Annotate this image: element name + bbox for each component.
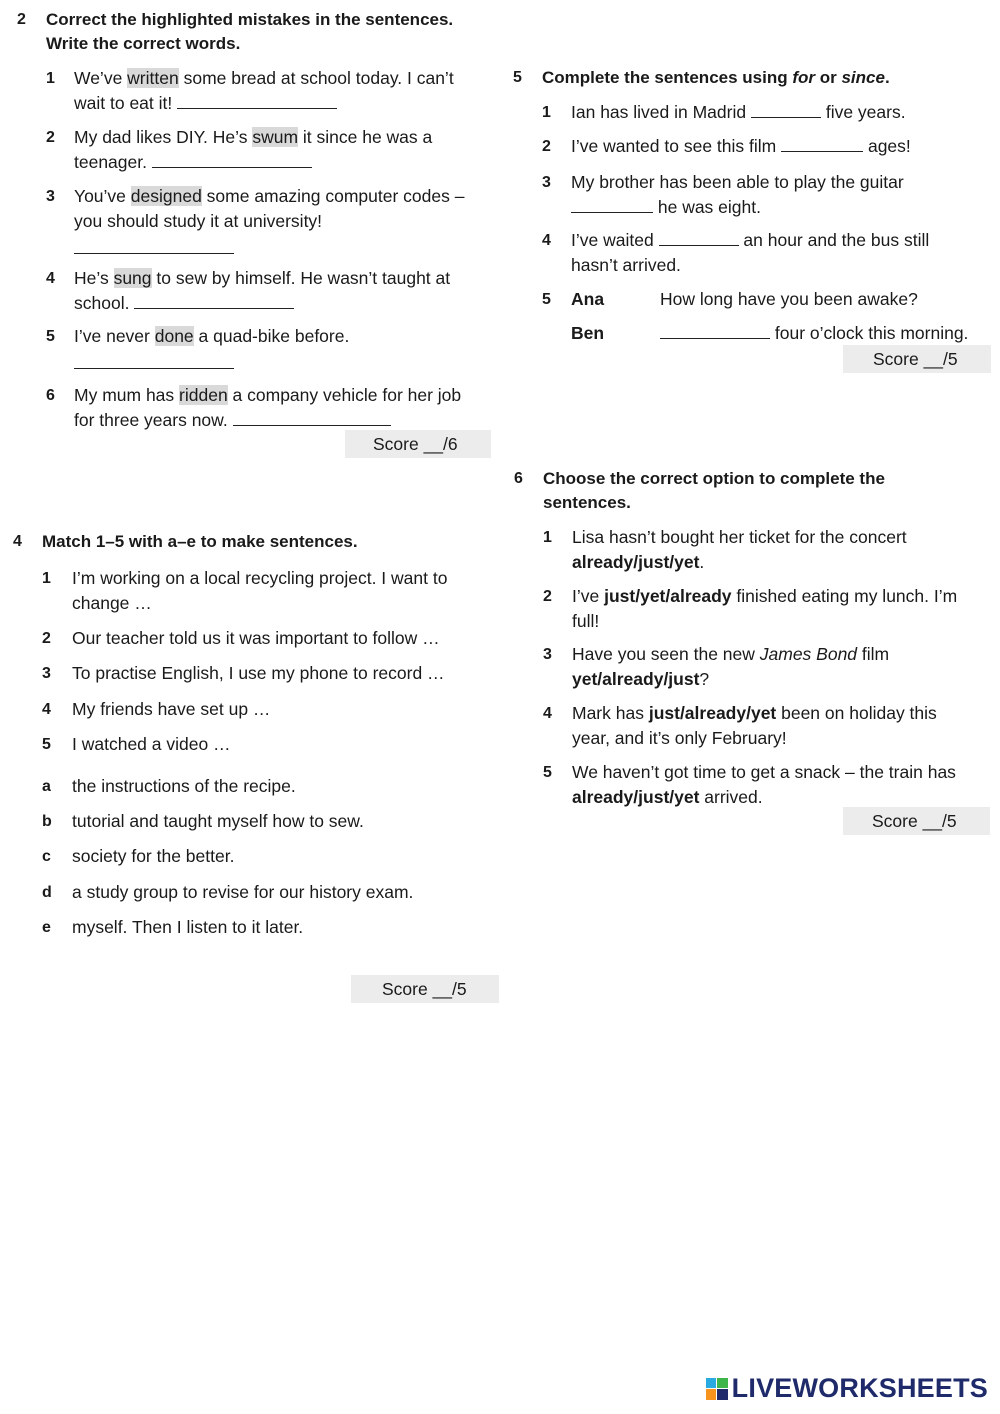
highlighted-mistake: swum (252, 127, 299, 147)
ex2-item-2: My dad likes DIY. He’s swum it since he was a teenager. (74, 127, 433, 172)
option-choices[interactable]: yet/already/just (572, 669, 700, 689)
highlighted-mistake: done (154, 326, 194, 346)
dialogue-line-ben: four o’clock this morning. (660, 321, 968, 346)
ex2-item-4: He’s sung to sew by himself. He wasn’t taught at school. (74, 268, 451, 313)
ex4-letter: a (42, 778, 51, 795)
ex2-item-number: 4 (46, 270, 55, 287)
exercise-4-score: Score __/5 (351, 975, 499, 1003)
ex2-item-number: 6 (46, 387, 55, 404)
option-choices[interactable]: already/just/yet (572, 787, 700, 807)
ex5-item-number: 1 (542, 104, 551, 121)
exercise-2-title-line1: Correct the highlighted mistakes in the sentences. (46, 10, 454, 29)
ex5-item-1: Ian has lived in Madrid five years. (571, 102, 906, 122)
liveworksheets-logo (706, 1373, 988, 1404)
ex5-item-3: My brother has been able to play the guitar he was eight. (571, 172, 904, 217)
ex6-item-2: I’ve just/yet/already finished eating my lunch. I’m full! (572, 586, 958, 631)
ex4-option-c: society for the better. (72, 846, 235, 866)
option-choices[interactable]: already/just/yet (572, 552, 700, 572)
answer-blank[interactable] (751, 103, 821, 118)
ex5-item-number: 5 (542, 291, 551, 308)
ex2-item-1: We’ve written some bread at school today. I can’t wait to eat it! (74, 68, 454, 113)
ex6-item-number: 5 (543, 764, 552, 781)
ex4-item-number: 5 (42, 736, 51, 753)
exercise-2-title (46, 8, 453, 56)
exercise-6-title: Choose the correct option to complete the sentences. (543, 469, 885, 512)
ex2-item-number: 5 (46, 328, 55, 345)
exercise-5-number: 5 (513, 69, 522, 86)
liveworksheets-logo-icon (706, 1378, 728, 1400)
ex6-item-1: Lisa hasn’t bought her ticket for the concert already/just/yet. (572, 527, 907, 572)
answer-blank[interactable] (134, 294, 294, 309)
ex4-item-2: Our teacher told us it was important to follow … (72, 628, 440, 648)
highlighted-mistake: written (127, 68, 179, 88)
ex4-letter: d (42, 884, 52, 901)
dialogue-speaker-ana: Ana (571, 289, 605, 309)
exercise-2-score: Score __/6 (345, 430, 491, 458)
exercise-2-number: 2 (17, 11, 26, 28)
answer-blank[interactable] (74, 354, 234, 369)
answer-blank[interactable] (571, 198, 653, 213)
ex4-item-number: 4 (42, 701, 51, 718)
ex4-item-3: To practise English, I use my phone to record … (72, 663, 445, 683)
option-choices[interactable]: just/already/yet (648, 703, 777, 723)
highlighted-mistake: ridden (179, 385, 228, 405)
ex5-item-number: 3 (542, 174, 551, 191)
ex4-option-e: myself. Then I listen to it later. (72, 917, 304, 937)
highlighted-mistake: designed (130, 186, 202, 206)
ex6-item-number: 1 (543, 529, 552, 546)
ex4-option-d: a study group to revise for our history exam. (72, 882, 414, 902)
ex6-item-5: We haven’t got time to get a snack – the train has already/just/yet arrived. (572, 762, 956, 807)
ex2-item-number: 3 (46, 188, 55, 205)
ex5-item-number: 4 (542, 232, 551, 249)
ex4-item-number: 1 (42, 570, 51, 587)
exercise-5-score: Score __/5 (843, 345, 991, 373)
answer-blank[interactable] (660, 324, 770, 339)
ex2-item-number: 2 (46, 129, 55, 146)
ex4-letter: b (42, 813, 52, 830)
answer-blank[interactable] (74, 239, 234, 254)
exercise-4-title: Match 1–5 with a–e to make sentences. (42, 532, 358, 551)
ex4-letter: e (42, 919, 51, 936)
exercise-6-number: 6 (514, 470, 523, 487)
ex2-item-3: You’ve designed some amazing computer codes – you should study it at university! (74, 184, 494, 261)
ex2-item-6: My mum has ridden a company vehicle for her job for three years now. (74, 385, 462, 430)
ex5-item-2: I’ve wanted to see this film ages! (571, 136, 911, 156)
answer-blank[interactable] (781, 137, 863, 152)
ex2-item-number: 1 (46, 70, 55, 87)
ex6-item-4: Mark has just/already/yet been on holiday this year, and it’s only February! (572, 703, 937, 748)
ex6-item-number: 4 (543, 705, 552, 722)
option-choices[interactable]: just/yet/already (604, 586, 732, 606)
exercise-6-score: Score __/5 (843, 807, 990, 835)
exercise-2-title-line2: Write the correct words. (46, 34, 241, 53)
ex4-item-5: I watched a video … (72, 734, 231, 754)
ex4-item-number: 2 (42, 630, 51, 647)
ex5-item-4: I’ve waited an hour and the bus still hasn’t arrived. (571, 230, 930, 275)
ex6-item-number: 3 (543, 646, 552, 663)
ex6-item-number: 2 (543, 588, 552, 605)
answer-blank[interactable] (152, 153, 312, 168)
ex4-letter: c (42, 848, 51, 865)
ex4-item-4: My friends have set up … (72, 699, 271, 719)
answer-blank[interactable] (659, 231, 739, 246)
ex2-item-5: I’ve never done a quad-bike before. (74, 324, 494, 376)
ex4-item-1: I’m working on a local recycling project. I want to change … (72, 568, 448, 613)
dialogue-speaker-ben: Ben (571, 323, 605, 343)
liveworksheets-brand-text: LIVEWORKSHEETS (731, 1373, 988, 1403)
answer-blank[interactable] (177, 94, 337, 109)
highlighted-mistake: sung (113, 268, 152, 288)
ex4-option-a: the instructions of the recipe. (72, 776, 296, 796)
dialogue-line-ana: How long have you been awake? (660, 289, 918, 309)
ex4-option-b: tutorial and taught myself how to sew. (72, 811, 364, 831)
exercise-4-number: 4 (13, 533, 22, 550)
ex4-item-number: 3 (42, 665, 51, 682)
ex5-item-number: 2 (542, 138, 551, 155)
exercise-5-title: Complete the sentences using for or since. (542, 68, 890, 87)
ex6-item-3: Have you seen the new James Bond film yet/already/just? (572, 644, 890, 689)
answer-blank[interactable] (233, 411, 391, 426)
